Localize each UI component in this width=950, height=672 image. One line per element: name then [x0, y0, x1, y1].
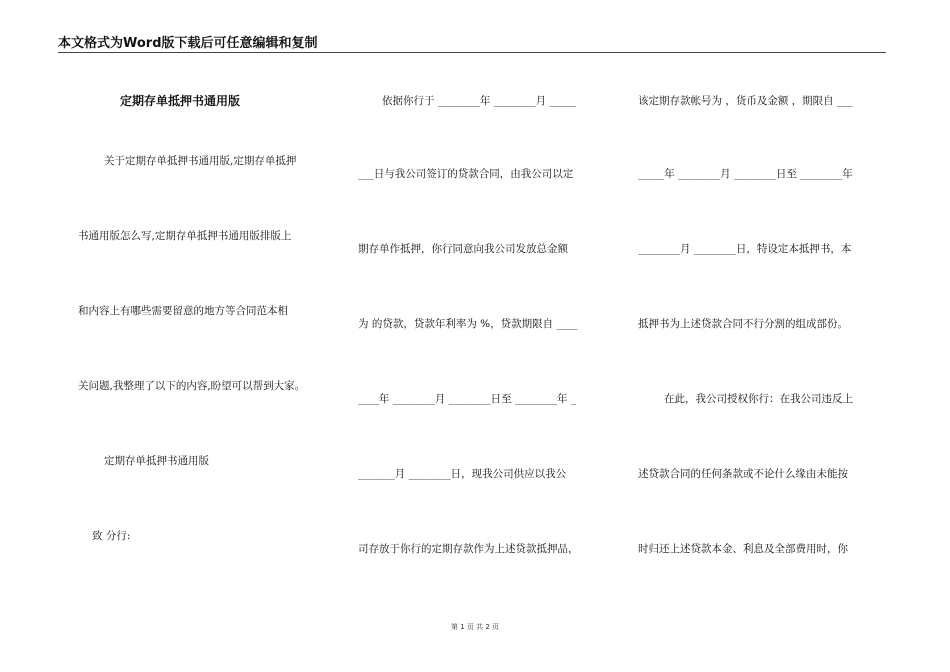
- paragraph-line: 时归还上述贷款本金、利息及全部费用时，你: [638, 543, 848, 555]
- salutation: 致 分行:: [92, 530, 131, 542]
- paragraph-line: 抵押书为上述贷款合同不行分割的组成部份。: [638, 318, 848, 330]
- paragraph-line: 该定期存款帐号为 ，货币及金额 ，期限自 ___: [638, 95, 853, 107]
- header-rule: [58, 52, 886, 53]
- paragraph-line: ___日与我公司签订的贷款合同，由我公司以定: [358, 168, 574, 180]
- paragraph-line: 依据你行于 ________年 ________月 _____: [382, 95, 576, 107]
- paragraph-line: 期存单作抵押，你行同意向我公司发放总金额: [358, 243, 568, 255]
- page-header: 本文格式为Word版下载后可任意编辑和复制: [58, 36, 318, 51]
- paragraph-line: 和内容上有哪些需要留意的地方等合同范本相: [78, 305, 288, 317]
- paragraph-line: _______月 ________日，现我公司供应以我公: [358, 468, 567, 480]
- doc-title: 定期存单抵押书通用版: [120, 94, 241, 108]
- subtitle: 定期存单抵押书通用版: [104, 455, 209, 467]
- paragraph-line: 关于定期存单抵押书通用版,定期存单抵押: [104, 155, 297, 167]
- paragraph-line: _____年 ________月 ________日至 ________年: [638, 168, 853, 180]
- paragraph-line: ________月 ________日，特设定本抵押书，本: [638, 243, 852, 255]
- paragraph-line: ____年 ________月 ________日至 ________年 _: [358, 393, 577, 405]
- page-number: 第 1 页 共 2 页: [450, 623, 500, 631]
- paragraph-line: 关问题,我整理了以下的内容,盼望可以帮到大家。: [78, 380, 306, 392]
- paragraph-line: 为 的贷款，贷款年利率为 %，贷款期限自 ____: [358, 318, 578, 330]
- paragraph-line: 司存放于你行的定期存款作为上述贷款抵押品，: [358, 543, 579, 555]
- paragraph-line: 书通用版怎么写,定期存单抵押书通用版排版上: [78, 230, 292, 242]
- paragraph-line: 述贷款合同的任何条款或不论什么缘由未能按: [638, 468, 848, 480]
- paragraph-line: 在此，我公司授权你行：在我公司违反上: [664, 393, 853, 405]
